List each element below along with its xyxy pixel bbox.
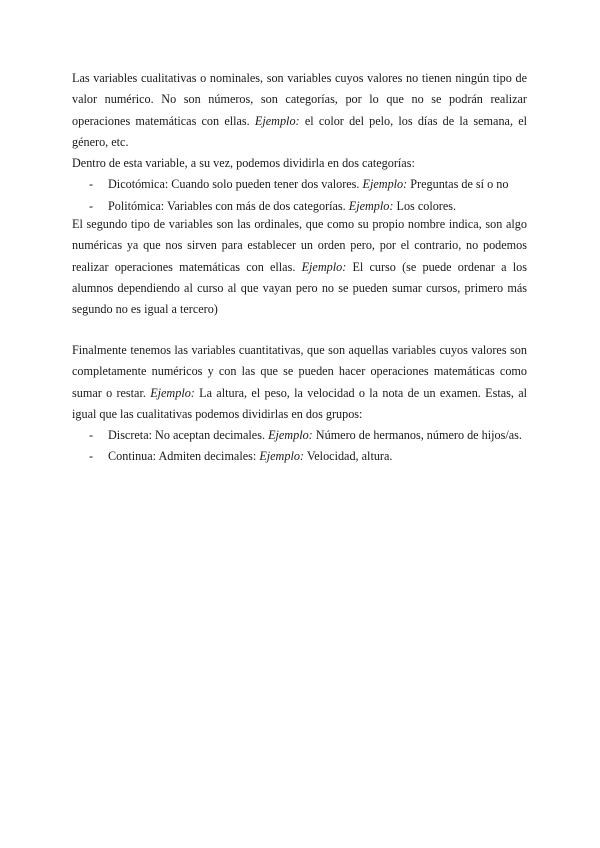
list-cuantitativas xyxy=(72,425,527,468)
list-item-text: Velocidad, altura. xyxy=(304,449,393,464)
paragraph-text: Finalmente tenemos las variables cuantitativas, que son aquellas variables cuyos valores son completamente numéricos y con las que se pueden hacer operaciones matemáticas como sumar o restar. xyxy=(72,343,527,400)
paragraph-text: El curso (se puede ordenar a los alumnos dependiendo al curso al que vayan pero no se pueden sumar cursos, primero más segundo no es igual a tercero) xyxy=(72,259,527,317)
list-item-discreta xyxy=(72,425,527,446)
section-cuantitativas xyxy=(72,340,527,468)
paragraph-ordinales xyxy=(72,214,527,320)
example-label: Ejemplo: xyxy=(254,113,300,128)
example-label: Ejemplo: xyxy=(348,198,394,213)
list-item-text: Continua: Admiten decimales: xyxy=(108,449,260,464)
paragraph-categorias: Dentro de esta variable, a su vez, podemos dividirla en dos categorías: xyxy=(72,156,415,171)
example-label: Ejemplo: xyxy=(150,385,195,400)
bullet-dash: - xyxy=(89,428,94,443)
paragraph-cuantitativas xyxy=(72,340,527,425)
list-item-text: Los colores. xyxy=(393,198,457,213)
paragraph-text: La altura, el peso, la velocidad o la nota de un examen. Estas, al igual que las cualitativas podemos dividirlas en dos grupos: xyxy=(72,385,527,421)
example-label: Ejemplo: xyxy=(362,177,408,192)
section-ordinales xyxy=(72,214,527,320)
bullet-dash: - xyxy=(89,177,94,192)
paragraph-text: El segundo tipo de variables son las ordinales, que como su propio nombre indica, son algo numéricas ya que nos sirven para establecer un orden pero, por el contrario, no podemos realizar operaciones matemáticas con ellas. xyxy=(72,217,527,274)
paragraph-cualitativas xyxy=(72,68,527,153)
list-item-text: Politómica: Variables con más de dos categorías. xyxy=(108,198,349,213)
list-item-text: Preguntas de sí o no xyxy=(407,177,509,192)
section-cualitativas xyxy=(72,68,527,217)
bullet-dash: - xyxy=(89,198,94,213)
list-item-dicotomica xyxy=(72,174,527,195)
bullet-dash: - xyxy=(89,449,94,464)
example-label: Ejemplo: xyxy=(259,449,304,464)
list-item-text: Dicotómica: Cuando solo pueden tener dos valores. xyxy=(108,177,363,192)
list-item-text: Número de hermanos, número de hijos/as. xyxy=(312,428,522,443)
paragraph-text: el color del pelo, los días de la semana, el género, etc. xyxy=(72,113,527,149)
list-item-continua xyxy=(72,446,527,467)
paragraph-text: Las variables cualitativas o nominales, son variables cuyos valores no tienen ningún tipo de valor numérico. No son números, son categorías, por lo que no se podrán realizar operaciones matemáticas con ellas. xyxy=(72,71,527,128)
example-label: Ejemplo: xyxy=(268,428,313,443)
list-cualitativas xyxy=(72,174,527,217)
example-label: Ejemplo: xyxy=(301,259,347,274)
list-item-text: Discreta: No aceptan decimales. xyxy=(108,428,269,443)
